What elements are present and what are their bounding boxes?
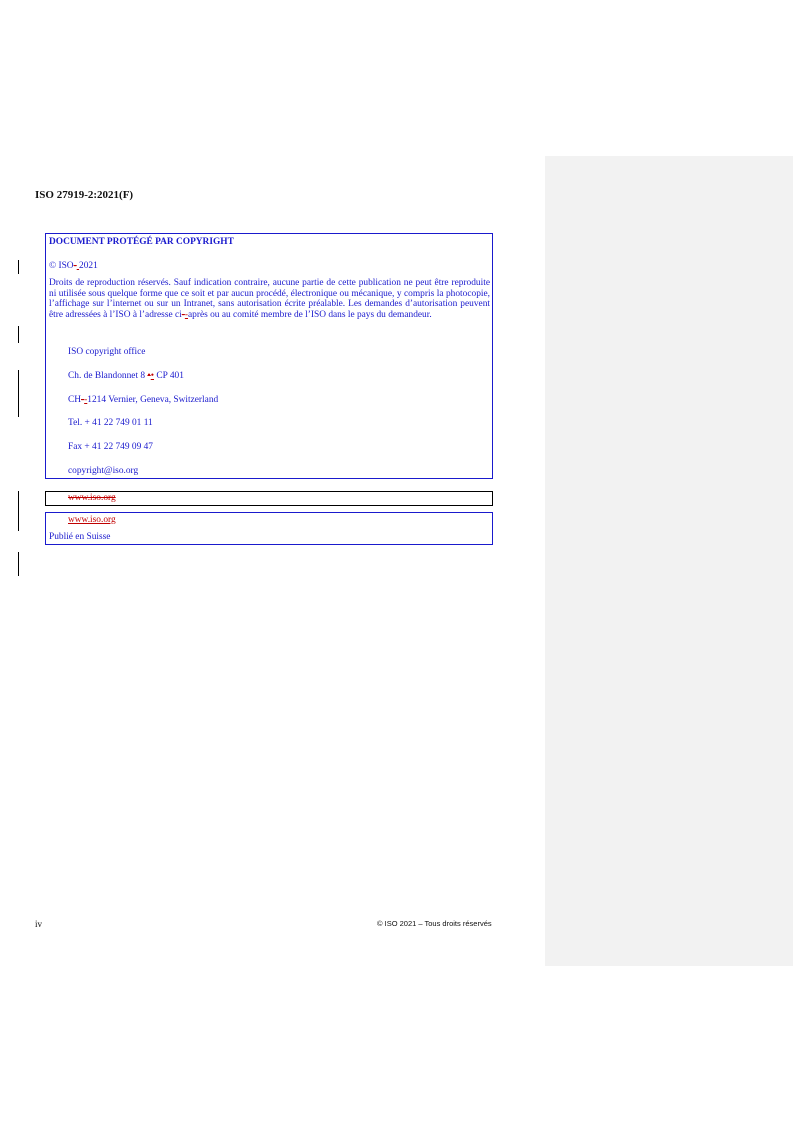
change-bar: [18, 491, 19, 531]
inserted-url-box: [45, 512, 493, 545]
deleted-url-link[interactable]: www.iso.org: [68, 493, 116, 503]
inserted-bullet: •: [150, 371, 155, 381]
email-address[interactable]: copyright@iso.org: [68, 466, 139, 476]
copyright-paragraph: Droits de reproduction réservés. Sauf indication contraire, aucune partie de cette publication ne peut être reproduite ni utilisée sous quelque forme que ce soit et par aucun procédé, électronique ou mécanique, y compris la photocopie, l’affichage sur l’internet ou sur un Intranet, sans autorisation écrite préalable. Les demandes d’autorisation peuvent être adressées à l’ISO à l’adresse ci--après ou au comité membre de l’ISO dans le pays du demandeur.: [49, 278, 490, 320]
deleted-hyphen: -: [181, 309, 185, 320]
change-bar: [18, 260, 19, 274]
copyright-year: © ISO- 2021: [49, 261, 98, 271]
document-header: ISO 27919-2:2021(F): [35, 189, 134, 201]
comment-pane: [545, 156, 793, 966]
telephone: Tel. + 41 22 749 01 11: [68, 418, 153, 428]
city-address: CH--1214 Vernier, Geneva, Switzerland: [68, 395, 219, 405]
street-address: Ch. de Blandonnet 8 •• CP 401: [68, 371, 184, 381]
page-number: iv: [35, 919, 43, 929]
inserted-hyphen: -: [84, 395, 88, 405]
deleted-hyphen: -: [73, 261, 77, 271]
deleted-url-box: [45, 491, 493, 506]
change-bar: [18, 370, 19, 417]
inserted-hyphen: -: [184, 309, 188, 320]
deleted-bullet: •: [147, 371, 151, 381]
change-bar: [18, 326, 19, 343]
copyright-box: [45, 233, 493, 479]
footer-copyright: © ISO 2021 – Tous droits réservés: [377, 919, 492, 928]
published-in: Publié en Suisse: [49, 532, 111, 542]
website-link[interactable]: www.iso.org: [68, 515, 116, 525]
office-name: ISO copyright office: [68, 347, 146, 357]
fax: Fax + 41 22 749 09 47: [68, 442, 153, 452]
change-bar: [18, 552, 19, 576]
copyright-title: DOCUMENT PROTÉGÉ PAR COPYRIGHT: [49, 237, 234, 247]
deleted-hyphen: -: [81, 395, 85, 405]
